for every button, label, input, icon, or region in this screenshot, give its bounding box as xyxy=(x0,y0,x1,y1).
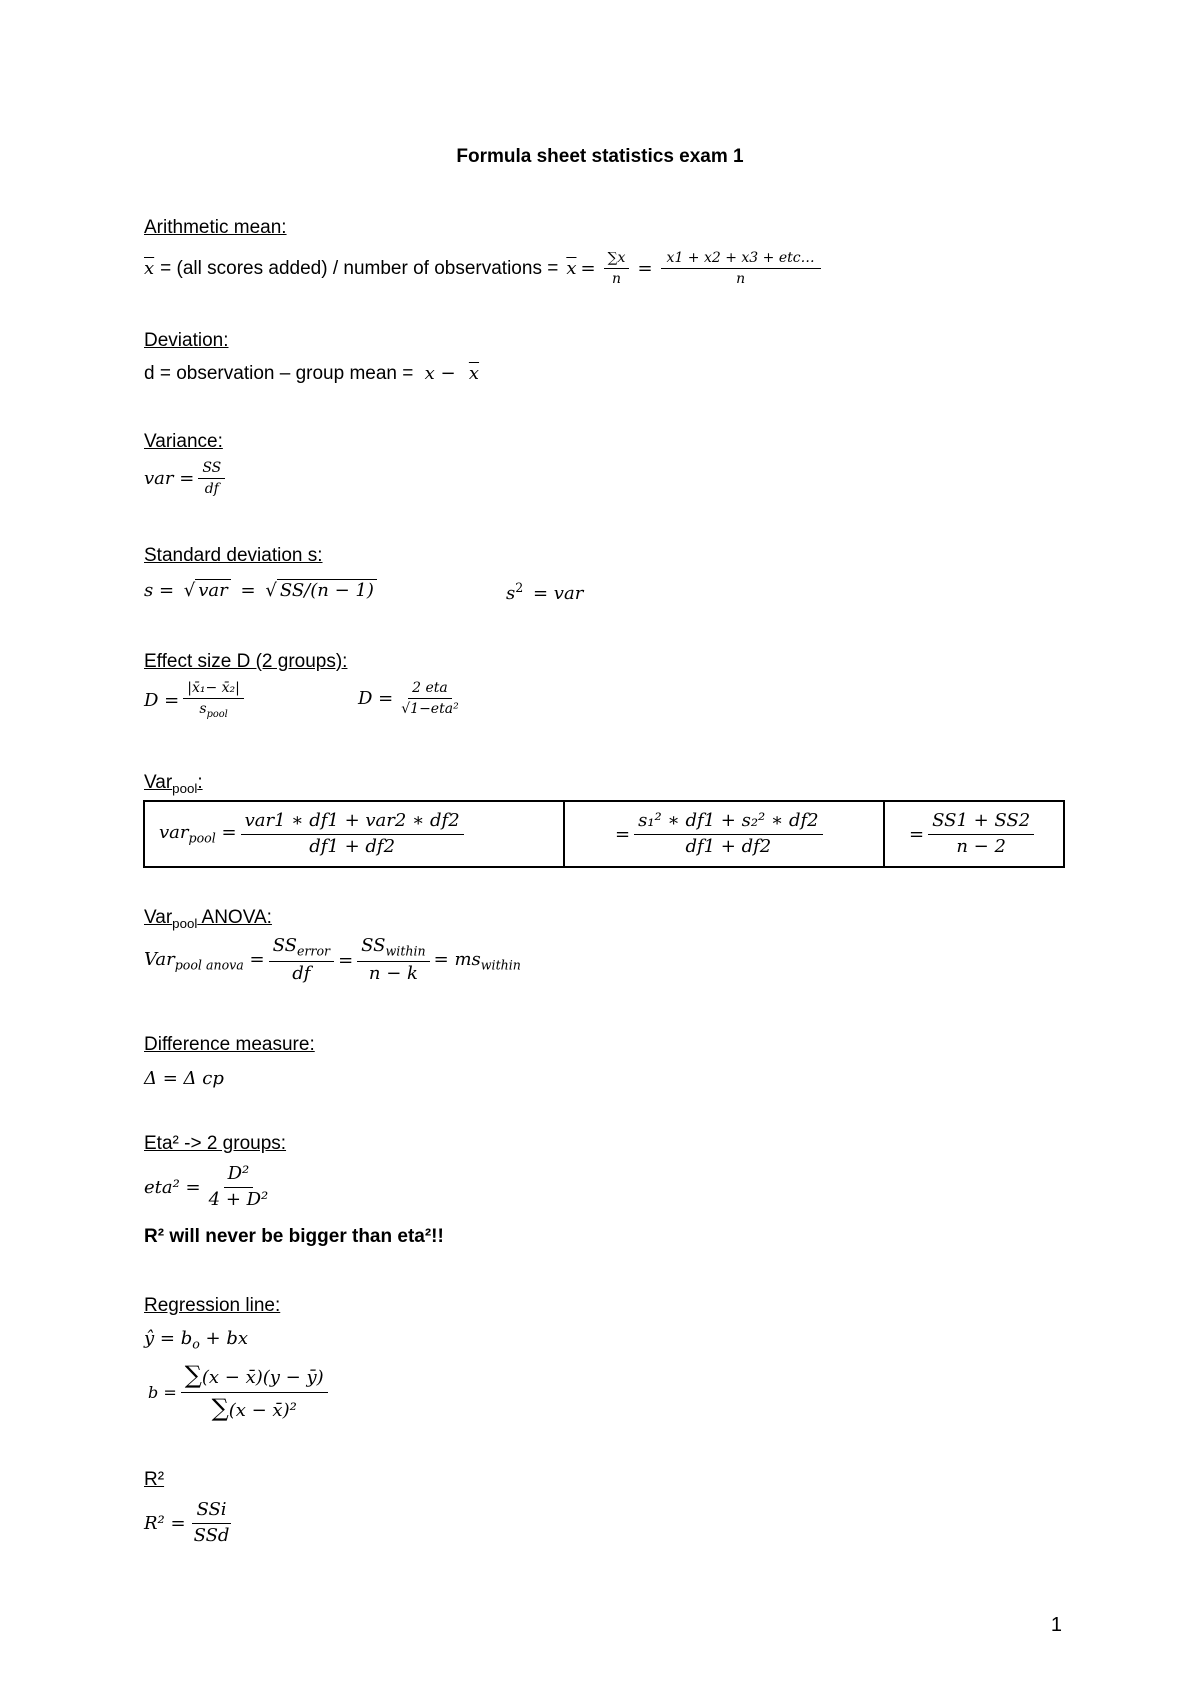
fraction-numerator: SS xyxy=(198,460,225,479)
formula-difference: Δ = Δ cp xyxy=(144,1068,224,1089)
var-pool-lhs: var xyxy=(159,822,189,844)
formula-b-coefficient xyxy=(148,1362,332,1422)
radicand: SS/(n − 1) xyxy=(277,579,377,601)
heading-effect-size: Effect size D (2 groups): xyxy=(144,651,348,672)
var-pool-cell-1: var$_{pool}$ = $\frac{\text{var1 ∗ df1 + var2 ∗ df2}}{df1 + df2}$ xyxy=(144,801,564,867)
s-symbol: s xyxy=(506,583,516,604)
deviation-formula: x − xyxy=(424,363,456,384)
fraction-numerator: 2 eta xyxy=(408,680,452,699)
heading-var-pool-anova: Var$_{pool}$ ANOVA: xyxy=(144,907,272,931)
fraction-numerator: SSi xyxy=(192,1500,230,1524)
heading-r-squared: R² xyxy=(144,1469,165,1490)
fraction-denominator: $s_{pool}$ xyxy=(199,701,228,720)
fraction-denominator: SSd xyxy=(193,1524,230,1546)
fraction-denominator: n − k xyxy=(368,963,418,985)
variance-lhs: var = xyxy=(144,468,195,490)
formula-regression-line: ŷ = $b_o$ + bx xyxy=(144,1328,249,1352)
formula-s-squared: $s^2$ = var xyxy=(506,580,584,604)
fraction-denominator: df1 + df2 xyxy=(685,835,772,857)
sd-lhs: s = xyxy=(144,580,175,601)
formula-variance xyxy=(144,460,229,497)
anova-lhs: Var xyxy=(144,948,175,970)
fraction-numerator: s₁² ∗ df1 + s₂² ∗ df2 xyxy=(634,811,823,835)
fraction-numerator: x1 + x2 + x3 + etc… xyxy=(661,250,821,269)
fraction-denominator: df xyxy=(292,963,311,985)
fraction-numerator: |x̄₁− x̄₂| xyxy=(183,680,244,699)
sqrt-var: √ var xyxy=(184,580,231,601)
page-number: 1 xyxy=(1050,1614,1062,1636)
page-title: Formula sheet statistics exam 1 xyxy=(456,146,744,167)
xbar-symbol-2: $\overline{x}$ xyxy=(566,258,577,280)
fraction-long-sum xyxy=(661,250,821,287)
formula-var-pool-anova: Var$_{pool anova}$ = $\frac{SS_{error}}{df}$ = $\frac{SS_{within}}{n - k}$ = $ms_{within}$ xyxy=(144,935,521,985)
heading-variance: Variance: xyxy=(144,431,223,452)
effect-lhs: D = xyxy=(144,689,180,711)
fraction-denominator: df xyxy=(204,481,219,498)
s2-rhs: = var xyxy=(533,583,584,604)
fraction-numerator: ∑x xyxy=(604,250,630,269)
fraction-numerator: $SS_{within}$ xyxy=(357,936,429,962)
var-pool-cell-3: = $\frac{SS1 + SS2}{n - 2}$ xyxy=(884,801,1064,867)
fraction-denominator: ∑(x − x̄)² xyxy=(211,1393,297,1422)
formula-arithmetic-mean: $\overline{x}$ = (all scores added) / number of observations = $\overline{x}$ = $\frac{\sum x}{n}$ = $\frac{\text{x1 + x2 + x3 + etc…}}{n}$ xyxy=(144,250,825,287)
effect-lhs-2: D = xyxy=(358,688,394,710)
xbar-symbol: $\overline{x}$ xyxy=(144,258,155,280)
heading-var-pool: Var$_{pool}$: xyxy=(144,772,203,796)
fraction-numerator: SS1 + SS2 xyxy=(928,811,1034,835)
fraction-numerator: $SS_{error}$ xyxy=(269,936,334,962)
var-pool-cell-2: = $\frac{\text{s₁² ∗ df1 + s₂² ∗ df2}}{df1 + df2}$ xyxy=(564,801,884,867)
heading-difference-measure: Difference measure: xyxy=(144,1034,315,1055)
equals: = xyxy=(240,580,256,601)
deviation-text: d = observation – group mean = xyxy=(144,363,414,384)
formula-deviation xyxy=(144,363,479,385)
eta-lhs: eta² = xyxy=(144,1176,201,1198)
fraction-numerator: ∑(x − x̄)(y − ȳ) xyxy=(181,1362,328,1393)
formula-effect-size-2 xyxy=(358,680,467,717)
fraction-sum-x xyxy=(604,250,630,287)
heading-eta: Eta² -> 2 groups: xyxy=(144,1133,287,1154)
sqrt-ss: √ SS/(n − 1) xyxy=(265,580,377,601)
formula-r-squared xyxy=(144,1500,237,1546)
formula-eta xyxy=(144,1164,276,1210)
xbar-symbol: $\overline{x}$ xyxy=(468,363,480,384)
heading-arithmetic-mean: Arithmetic mean: xyxy=(144,217,287,238)
mean-text: = (all scores added) / number of observations = xyxy=(160,257,559,279)
fraction-denominator: n xyxy=(736,271,746,288)
eta-note: R² will never be bigger than eta²!! xyxy=(144,1226,444,1247)
fraction-denominator: √1−eta² xyxy=(401,701,459,718)
heading-standard-deviation: Standard deviation s: xyxy=(144,545,323,566)
fraction-denominator: n − 2 xyxy=(956,835,1006,857)
formula-standard-deviation xyxy=(144,580,377,601)
heading-regression-line: Regression line: xyxy=(144,1295,281,1316)
b-lhs: b = xyxy=(148,1382,177,1402)
formula-effect-size-1 xyxy=(144,680,248,720)
fraction-denominator: df1 + df2 xyxy=(309,835,396,857)
fraction-numerator: D² xyxy=(224,1164,254,1188)
radicand: var xyxy=(195,579,231,601)
fraction-denominator: 4 + D² xyxy=(208,1188,269,1210)
heading-deviation: Deviation: xyxy=(144,330,229,351)
fraction-numerator: var1 ∗ df1 + var2 ∗ df2 xyxy=(241,811,464,835)
r2-lhs: R² = xyxy=(144,1512,186,1534)
fraction-denominator: n xyxy=(611,271,622,288)
anova-rhs: ms xyxy=(454,948,481,970)
var-pool-table xyxy=(143,800,1065,868)
